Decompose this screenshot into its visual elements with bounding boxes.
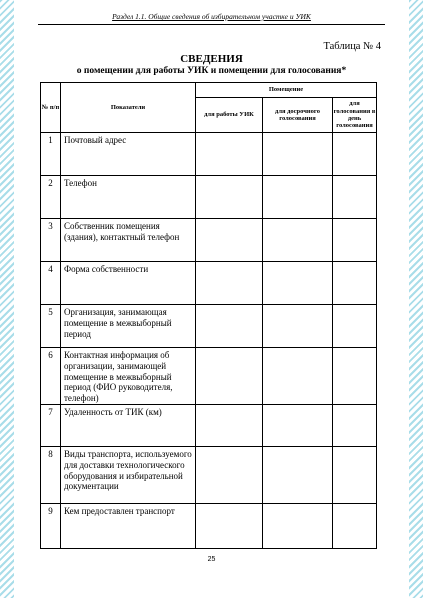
page-number: 25 [207, 556, 216, 563]
row-label: Собственник помещения (здания), контактный телефон [61, 219, 196, 262]
row-label: Виды транспорта, используемого для доставки технологического оборудования и избирательной документации [61, 447, 196, 504]
input-cell[interactable] [196, 447, 263, 504]
input-cell[interactable] [263, 262, 333, 305]
input-cell[interactable] [263, 176, 333, 219]
table-row [41, 219, 377, 262]
input-cell[interactable] [263, 133, 333, 176]
row-number: 9 [41, 504, 61, 549]
premises-table [40, 82, 377, 549]
table-row [41, 176, 377, 219]
input-cell[interactable] [333, 348, 377, 405]
row-label: Почтовый адрес [61, 133, 196, 176]
table-row [41, 133, 377, 176]
input-cell[interactable] [333, 504, 377, 549]
input-cell[interactable] [263, 305, 333, 348]
table-row [41, 405, 377, 447]
input-cell[interactable] [333, 447, 377, 504]
input-cell[interactable] [263, 447, 333, 504]
row-number: 4 [41, 262, 61, 305]
row-label: Контактная информация об организации, занимающей помещение в межвыборный период (ФИО руководителя, телефон) [61, 348, 196, 405]
row-label: Удаленность от ТИК (км) [61, 405, 196, 447]
input-cell[interactable] [333, 262, 377, 305]
row-label: Организация, занимающая помещение в межвыборный период [61, 305, 196, 348]
col-header-early-voting: для досрочного голосования [263, 98, 333, 133]
col-header-uik-work: для работы УИК [196, 98, 263, 133]
col-header-election-day: для голосования в день голосования [333, 98, 377, 133]
col-header-num: № п/п [41, 83, 61, 133]
row-number: 5 [41, 305, 61, 348]
input-cell[interactable] [333, 176, 377, 219]
left-hatch-border [0, 0, 14, 598]
input-cell[interactable] [196, 504, 263, 549]
table-row [41, 262, 377, 305]
row-number: 7 [41, 405, 61, 447]
header-rule [38, 24, 385, 25]
table-label: Таблица № 4 [323, 41, 381, 52]
input-cell[interactable] [333, 133, 377, 176]
document-title: СВЕДЕНИЯ [180, 53, 243, 65]
table-row [41, 447, 377, 504]
input-cell[interactable] [196, 348, 263, 405]
input-cell[interactable] [196, 176, 263, 219]
input-cell[interactable] [196, 219, 263, 262]
row-number: 2 [41, 176, 61, 219]
col-header-premises: Помещение [196, 83, 377, 98]
row-number: 3 [41, 219, 61, 262]
input-cell[interactable] [263, 405, 333, 447]
input-cell[interactable] [196, 133, 263, 176]
col-header-indicators: Показатели [61, 83, 196, 133]
input-cell[interactable] [263, 504, 333, 549]
input-cell[interactable] [196, 405, 263, 447]
input-cell[interactable] [196, 305, 263, 348]
input-cell[interactable] [263, 348, 333, 405]
input-cell[interactable] [263, 219, 333, 262]
row-number: 1 [41, 133, 61, 176]
input-cell[interactable] [333, 219, 377, 262]
row-label: Форма собственности [61, 262, 196, 305]
table-row [41, 504, 377, 549]
row-number: 8 [41, 447, 61, 504]
section-header: Раздел 1.1. Общие сведения об избирательном участке и УИК [112, 12, 311, 21]
input-cell[interactable] [333, 405, 377, 447]
input-cell[interactable] [196, 262, 263, 305]
right-hatch-border [409, 0, 423, 598]
document-subtitle: о помещении для работы УИК и помещении для голосования* [76, 66, 347, 76]
row-number: 6 [41, 348, 61, 405]
input-cell[interactable] [333, 305, 377, 348]
row-label: Телефон [61, 176, 196, 219]
table-row [41, 305, 377, 348]
row-label: Кем предоставлен транспорт [61, 504, 196, 549]
table-row [41, 348, 377, 405]
